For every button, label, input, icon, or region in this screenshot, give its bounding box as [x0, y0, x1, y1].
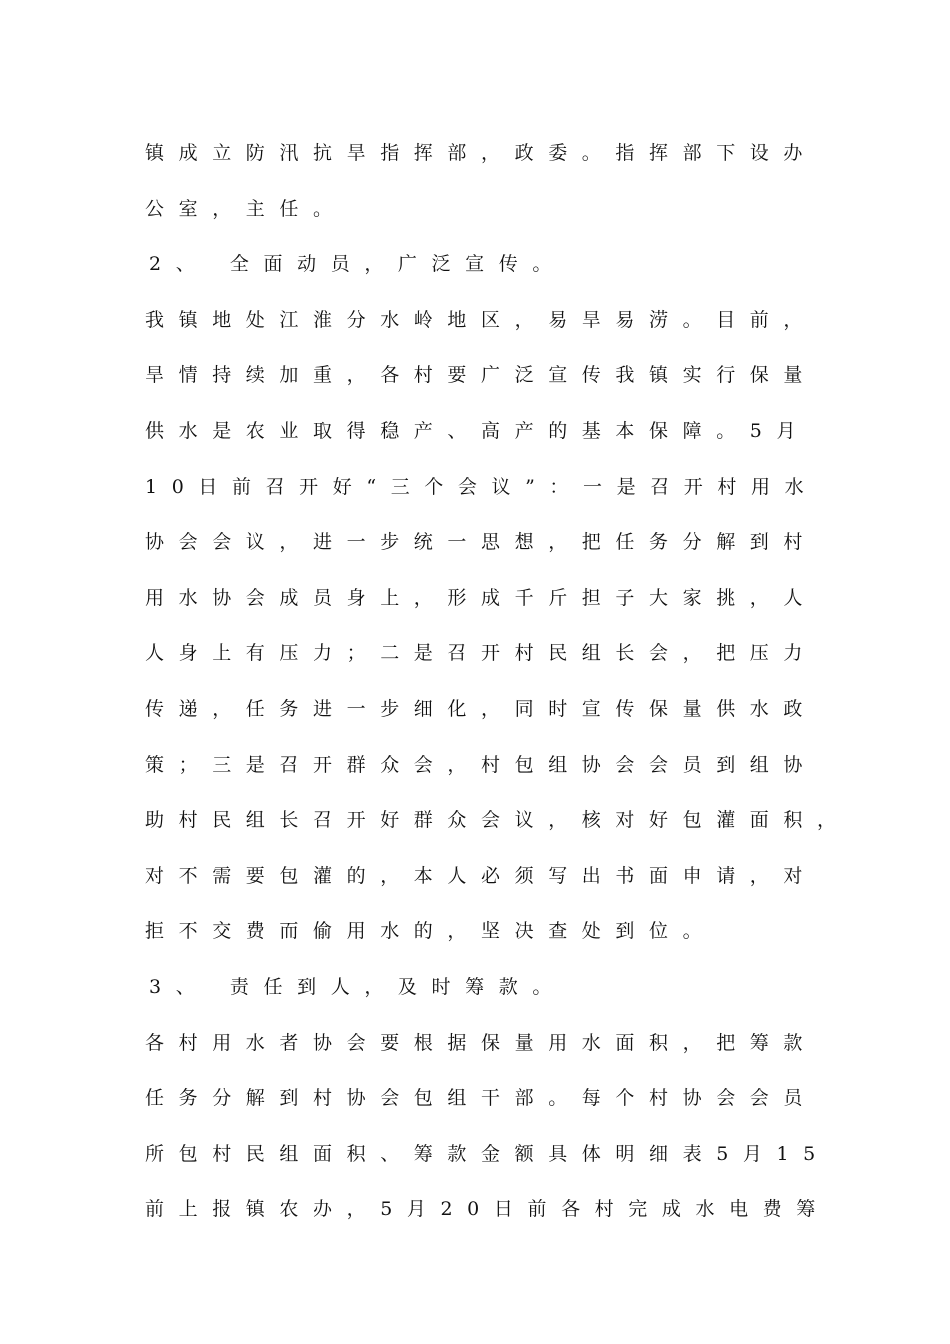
text-line: 拒不交费而偷用水的，坚决查处到位。: [145, 920, 717, 943]
text-line: 公室，主任。: [145, 197, 347, 220]
text-line: 我镇地处江淮分水岭地区，易旱易涝。目前，: [145, 308, 818, 331]
text-line: 对不需要包灌的，本人必须写出书面申请，对: [145, 864, 818, 887]
text-line: 镇成立防汛抗旱指挥部，政委。指挥部下设办: [145, 142, 818, 164]
text-line: 助村民组长召开好群众会议，核对好包灌面积，: [145, 809, 851, 832]
text-line: 各村用水者协会要根据保量用水面积，把筹款: [145, 1031, 818, 1054]
text-line: 前上报镇农办，5月20日前各村完成水电费筹: [145, 1198, 830, 1221]
text-line: 人身上有压力；二是召开村民组长会，把压力: [145, 642, 818, 665]
text-line: 用水协会成员身上，形成千斤担子大家挑，人: [145, 586, 818, 609]
section-heading: 2、 全面动员，广泛宣传。: [149, 253, 566, 276]
text-line: 策；三是召开群众会，村包组协会会员到组协: [145, 753, 818, 776]
text-line: 协会会议，进一步统一思想，把任务分解到村: [145, 531, 818, 554]
text-line: 10日前召开好“三个会议”：一是召开村用水: [145, 475, 819, 498]
document-body: [145, 126, 851, 1238]
text-line: 所包村民组面积、筹款金额具体明细表5月15: [145, 1142, 830, 1165]
text-line: 旱情持续加重，各村要广泛宣传我镇实行保量: [145, 364, 818, 387]
section-heading: 3、 责任到人，及时筹款。: [149, 975, 566, 998]
text-line: 任务分解到村协会包组干部。每个村协会会员: [145, 1087, 818, 1110]
text-line: 传递，任务进一步细化，同时宣传保量供水政: [145, 697, 818, 720]
text-line: 供水是农业取得稳产、高产的基本保障。5月: [145, 419, 811, 442]
